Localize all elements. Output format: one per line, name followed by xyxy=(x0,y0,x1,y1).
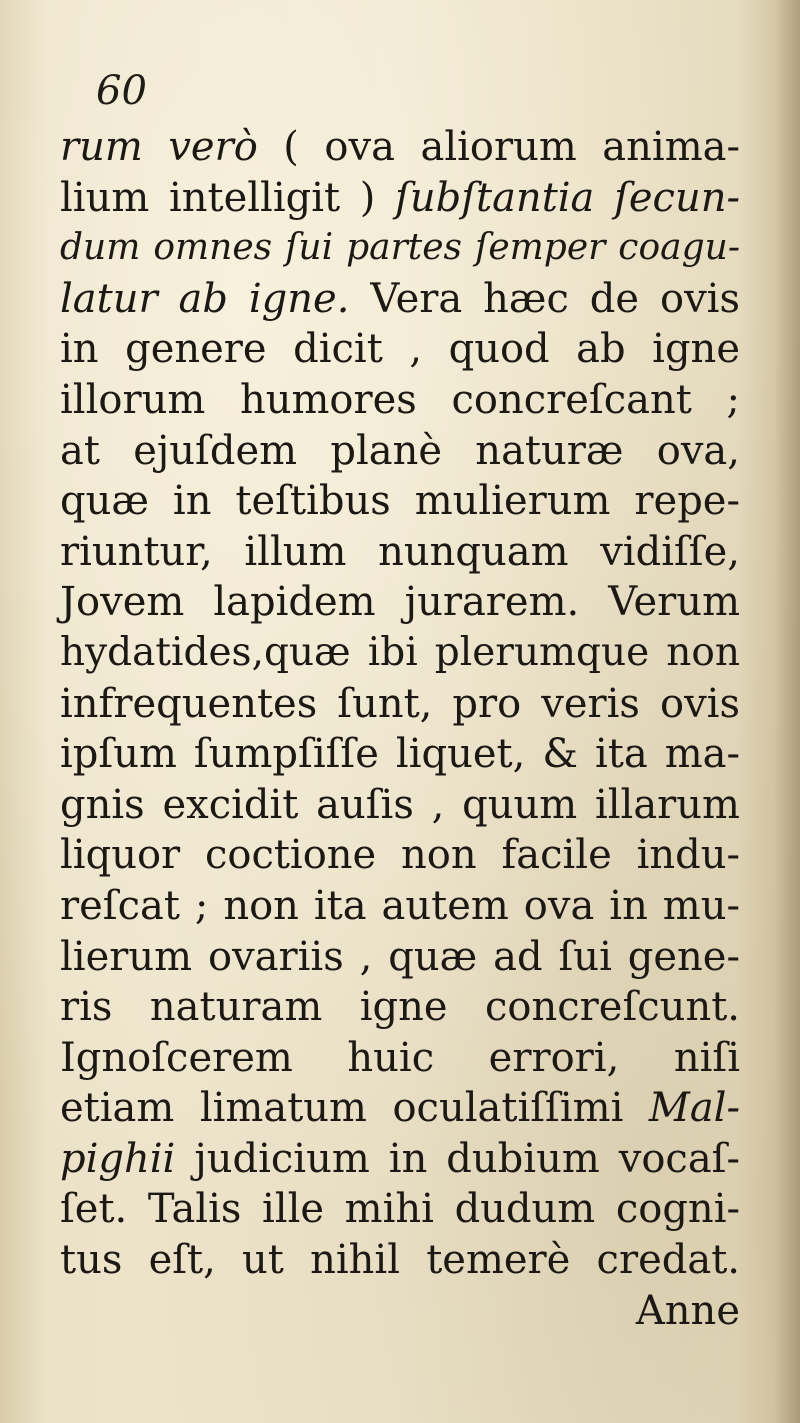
text-line xyxy=(60,780,740,831)
body-text xyxy=(60,122,740,1336)
roman-text: ſet. Talis ille mihi dudum cogni- xyxy=(60,1186,740,1233)
roman-text: at ejuſdem planè naturæ ova, xyxy=(60,427,740,474)
text-line xyxy=(60,324,740,375)
roman-text: Jovem lapidem jurarem. Verum xyxy=(60,579,740,626)
roman-text: etiam limatum oculatiſſimi xyxy=(60,1085,649,1132)
text-line xyxy=(60,1033,740,1084)
italic-text: rum verò xyxy=(60,124,258,170)
text-line xyxy=(60,1184,740,1235)
italic-text: latur ab igne. xyxy=(60,275,350,322)
text-line xyxy=(60,729,740,780)
text-line xyxy=(60,122,740,173)
roman-text: in genere dicit , quod ab igne xyxy=(60,326,740,373)
roman-text: gnis excidit auſis , quum illarum xyxy=(60,781,740,828)
roman-text: quæ in teſtibus mulierum repe- xyxy=(60,478,740,525)
text-line xyxy=(60,577,740,628)
text-line xyxy=(60,881,740,932)
roman-text: Ignoſcerem huic errori, niſi xyxy=(60,1034,740,1081)
italic-text: ſubſtantia ſecun- xyxy=(395,174,740,221)
text-line xyxy=(60,527,740,578)
roman-text: ( ova aliorum anima- xyxy=(257,124,740,170)
roman-text: illorum humores concreſcant ; xyxy=(60,376,740,423)
roman-text: hydatides,quæ ibi plerumque non xyxy=(60,629,740,675)
text-line xyxy=(60,679,740,730)
text-line xyxy=(60,982,740,1033)
text-line xyxy=(60,628,740,679)
italic-text: Mal- xyxy=(648,1085,740,1132)
page-edge-shadow xyxy=(774,0,800,1423)
roman-text: tus eſt, ut nihil temerè credat. xyxy=(60,1237,740,1284)
roman-text: lium intelligit ) xyxy=(60,174,396,221)
roman-text: ipſum ſumpſiſſe liquet, & ita ma- xyxy=(60,731,740,778)
roman-text: lierum ovariis , quæ ad ſui gene- xyxy=(60,933,740,980)
italic-text: dum omnes ſui partes ſemper coagu- xyxy=(60,227,740,269)
roman-text: reſcat ; non ita autem ova in mu- xyxy=(60,882,740,929)
text-line xyxy=(60,1134,740,1185)
roman-text: Vera hæc de ovis xyxy=(349,275,740,322)
roman-text: ris naturam igne concreſcunt. xyxy=(60,984,740,1031)
text-line xyxy=(60,173,740,224)
text-line xyxy=(60,932,740,983)
roman-text: judicium in dubium vocaſ- xyxy=(175,1135,740,1182)
roman-text: liquor coctione non facile indu- xyxy=(60,832,740,879)
page-number: 60 xyxy=(96,68,147,114)
roman-text: riuntur, illum nunquam vidiſſe, xyxy=(60,528,740,575)
text-line xyxy=(60,1083,740,1134)
text-line xyxy=(60,830,740,881)
text-line xyxy=(60,426,740,477)
roman-text: infrequentes ſunt, pro veris ovis xyxy=(60,680,740,727)
text-line xyxy=(60,223,740,274)
text-line xyxy=(60,274,740,325)
catchword: Anne xyxy=(635,1287,740,1334)
italic-text: pighii xyxy=(60,1135,176,1182)
text-line xyxy=(60,476,740,527)
text-line xyxy=(60,375,740,426)
text-line xyxy=(60,1235,740,1286)
